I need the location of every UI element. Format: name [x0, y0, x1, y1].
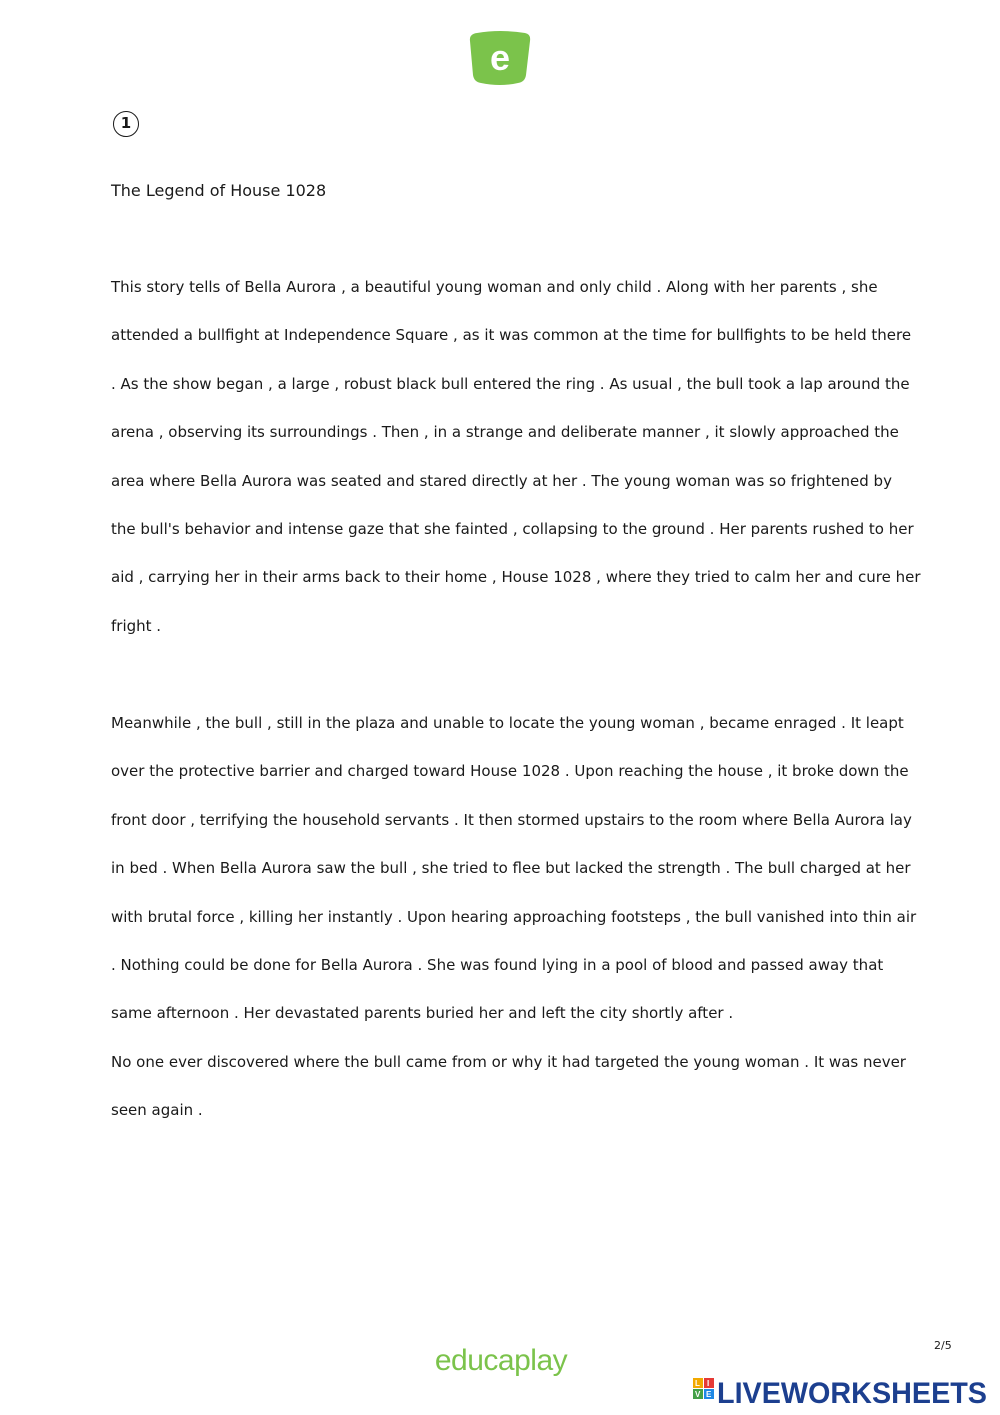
text-line: Meanwhile , the bull , still in the plaza and unable to locate the young woman , became enraged . It leapt	[111, 714, 904, 732]
text-line: the bull's behavior and intense gaze that she fainted , collapsing to the ground . Her parents rushed to her	[111, 519, 914, 538]
text-line: front door , terrifying the household servants . It then stormed upstairs to the room where Bella Aurora lay	[111, 810, 912, 829]
text-line: . Nothing could be done for Bella Aurora . She was found lying in a pool of blood and passed away that	[111, 955, 884, 974]
story-paragraph	[111, 277, 921, 664]
svg-text:V: V	[695, 1390, 701, 1399]
svg-text:LIVEWORKSHEETS: LIVEWORKSHEETS	[717, 1377, 987, 1410]
text-line: area where Bella Aurora was seated and stared directly at her . The young woman was so frightened by	[111, 471, 892, 490]
exercise-title: The Legend of House 1028	[111, 181, 327, 200]
educaplay-e-logo	[469, 29, 531, 87]
svg-text:I: I	[707, 1379, 710, 1388]
liveworksheets-logo	[693, 1374, 993, 1410]
educaplay-wordmark-logo	[423, 1341, 579, 1381]
svg-text:e: e	[489, 37, 511, 78]
story-paragraph	[111, 713, 917, 1052]
text-line: This story tells of Bella Aurora , a beautiful young woman and only child . Along with her parents , she	[111, 278, 878, 296]
text-line: with brutal force , killing her instantly . Upon hearing approaching footsteps , the bull vanished into thin air	[111, 907, 917, 926]
text-line: attended a bullfight at Independence Square , as it was common at the time for bullfights to be held there	[111, 326, 912, 345]
svg-text:L: L	[695, 1379, 700, 1388]
text-line: over the protective barrier and charged toward House 1028 . Upon reaching the house , it broke down the	[111, 762, 909, 781]
text-line: aid , carrying her in their arms back to their home , House 1028 , where they tried to calm her and cure her	[111, 568, 921, 587]
svg-text:educaplay: educaplay	[434, 1344, 568, 1377]
page-number: 2/5	[934, 1339, 952, 1352]
text-line: seen again .	[111, 1101, 203, 1120]
text-line: in bed . When Bella Aurora saw the bull , she tried to flee but lacked the strength . The bull charged at her	[111, 859, 911, 878]
story-paragraph	[111, 1052, 906, 1149]
text-line: fright .	[111, 616, 162, 635]
svg-text:E: E	[706, 1390, 712, 1399]
text-line: No one ever discovered where the bull came from or why it had targeted the young woman . It was never	[111, 1053, 906, 1071]
exercise-number-badge: 1	[113, 111, 139, 137]
text-line: . As the show began , a large , robust black bull entered the ring . As usual , the bull took a lap around the	[111, 374, 910, 393]
text-line: arena , observing its surroundings . Then , in a strange and deliberate manner , it slowly approached the	[111, 423, 899, 442]
text-line: same afternoon . Her devastated parents buried her and left the city shortly after .	[111, 1004, 734, 1023]
